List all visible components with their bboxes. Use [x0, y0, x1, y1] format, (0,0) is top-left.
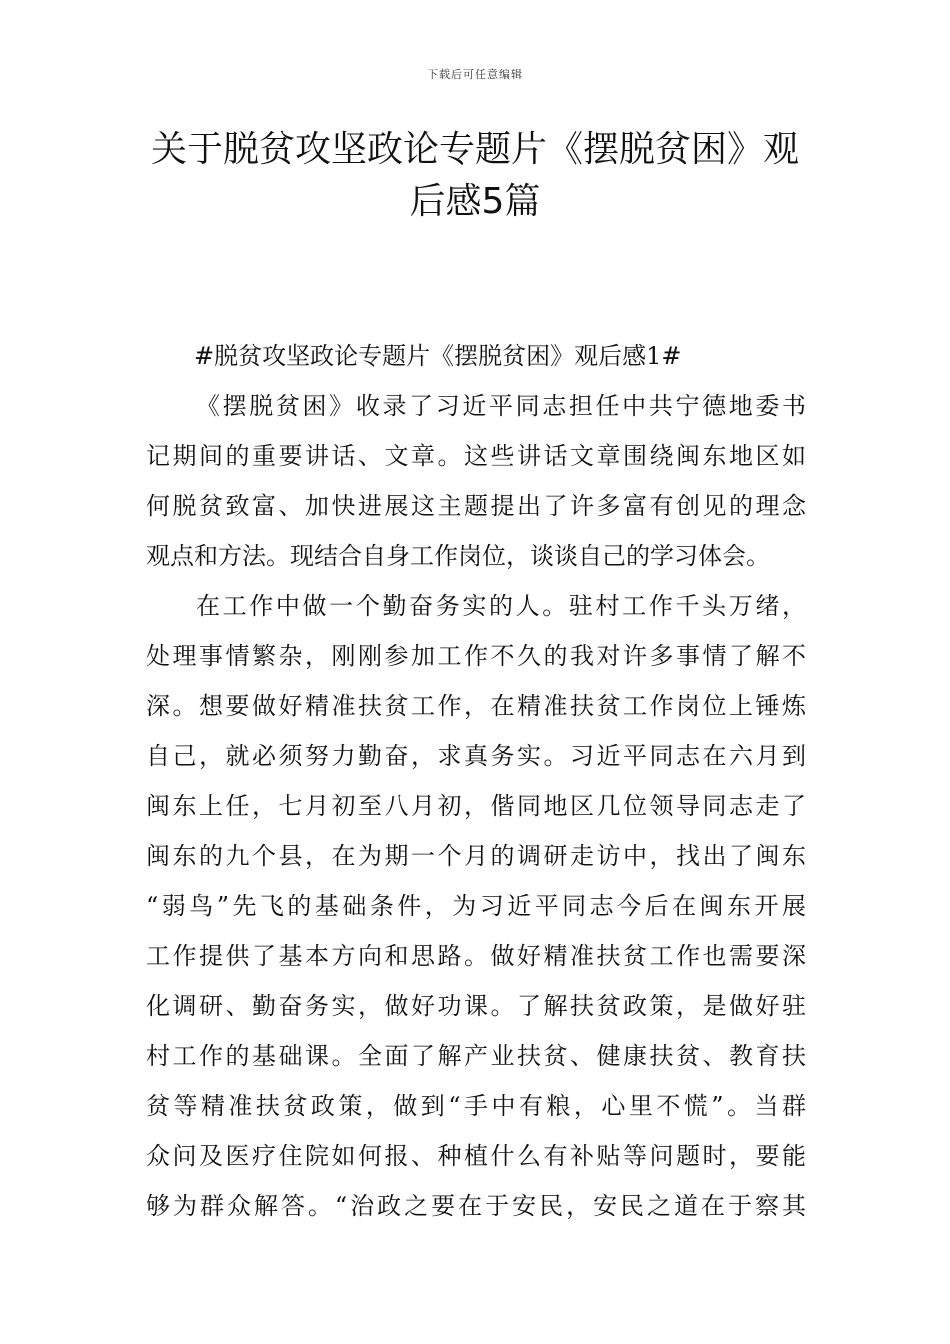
- paragraph-line: 闽东的九个县，在为期一个月的调研走访中，找出了闽东: [146, 842, 806, 870]
- paragraph-line: 众问及医疗住院如何报、种植什么有补贴等问题时，要能: [146, 1142, 806, 1170]
- paragraph-line: 化调研、勤奋务实，做好功课。了解扶贫政策，是做好驻: [146, 992, 806, 1020]
- document-title: [120, 124, 830, 228]
- paragraph-line: 贫等精准扶贫政策，做到“手中有粮，心里不慌”。当群: [146, 1092, 806, 1120]
- header-note: 下载后可任意编辑: [427, 68, 523, 81]
- paragraph-line: 工作提供了基本方向和思路。做好精准扶贫工作也需要深: [146, 942, 806, 970]
- section-heading: #脱贫攻坚政论专题片《摆脱贫困》观后感1#: [194, 342, 682, 370]
- title-line-2: 后感5篇: [409, 181, 541, 222]
- paragraph-line: 观点和方法。现结合自身工作岗位，谈谈自己的学习体会。: [146, 542, 770, 570]
- paragraph-line: 《摆脱贫困》收录了习近平同志担任中共宁德地委书: [196, 392, 806, 420]
- paragraph-line: 记期间的重要讲话、文章。这些讲话文章围绕闽东地区如: [146, 442, 806, 470]
- paragraph-line: 闽东上任，七月初至八月初，偕同地区几位领导同志走了: [146, 792, 806, 820]
- paragraph-line: 处理事情繁杂，刚刚参加工作不久的我对许多事情了解不: [146, 642, 806, 670]
- paragraph-line: “弱鸟”先飞的基础条件，为习近平同志今后在闽东开展: [146, 892, 806, 920]
- paragraph-1: [146, 381, 806, 581]
- paragraph-line: 在工作中做一个勤奋务实的人。驻村工作千头万绪，: [196, 592, 806, 620]
- paragraph-2: [146, 581, 806, 1231]
- paragraph-line: 深。想要做好精准扶贫工作，在精准扶贫工作岗位上锤炼: [146, 692, 806, 720]
- paragraph-line: 自己，就必须努力勤奋，求真务实。习近平同志在六月到: [146, 742, 806, 770]
- paragraph-line: 村工作的基础课。全面了解产业扶贫、健康扶贫、教育扶: [146, 1042, 806, 1070]
- document-body: [146, 331, 806, 1231]
- title-line-1: 关于脱贫攻坚政论专题片《摆脱贫困》观: [150, 129, 799, 170]
- paragraph-line: 够为群众解答。“治政之要在于安民，安民之道在于察其: [146, 1192, 806, 1220]
- paragraph-line: 何脱贫致富、加快进展这主题提出了许多富有创见的理念: [146, 492, 806, 520]
